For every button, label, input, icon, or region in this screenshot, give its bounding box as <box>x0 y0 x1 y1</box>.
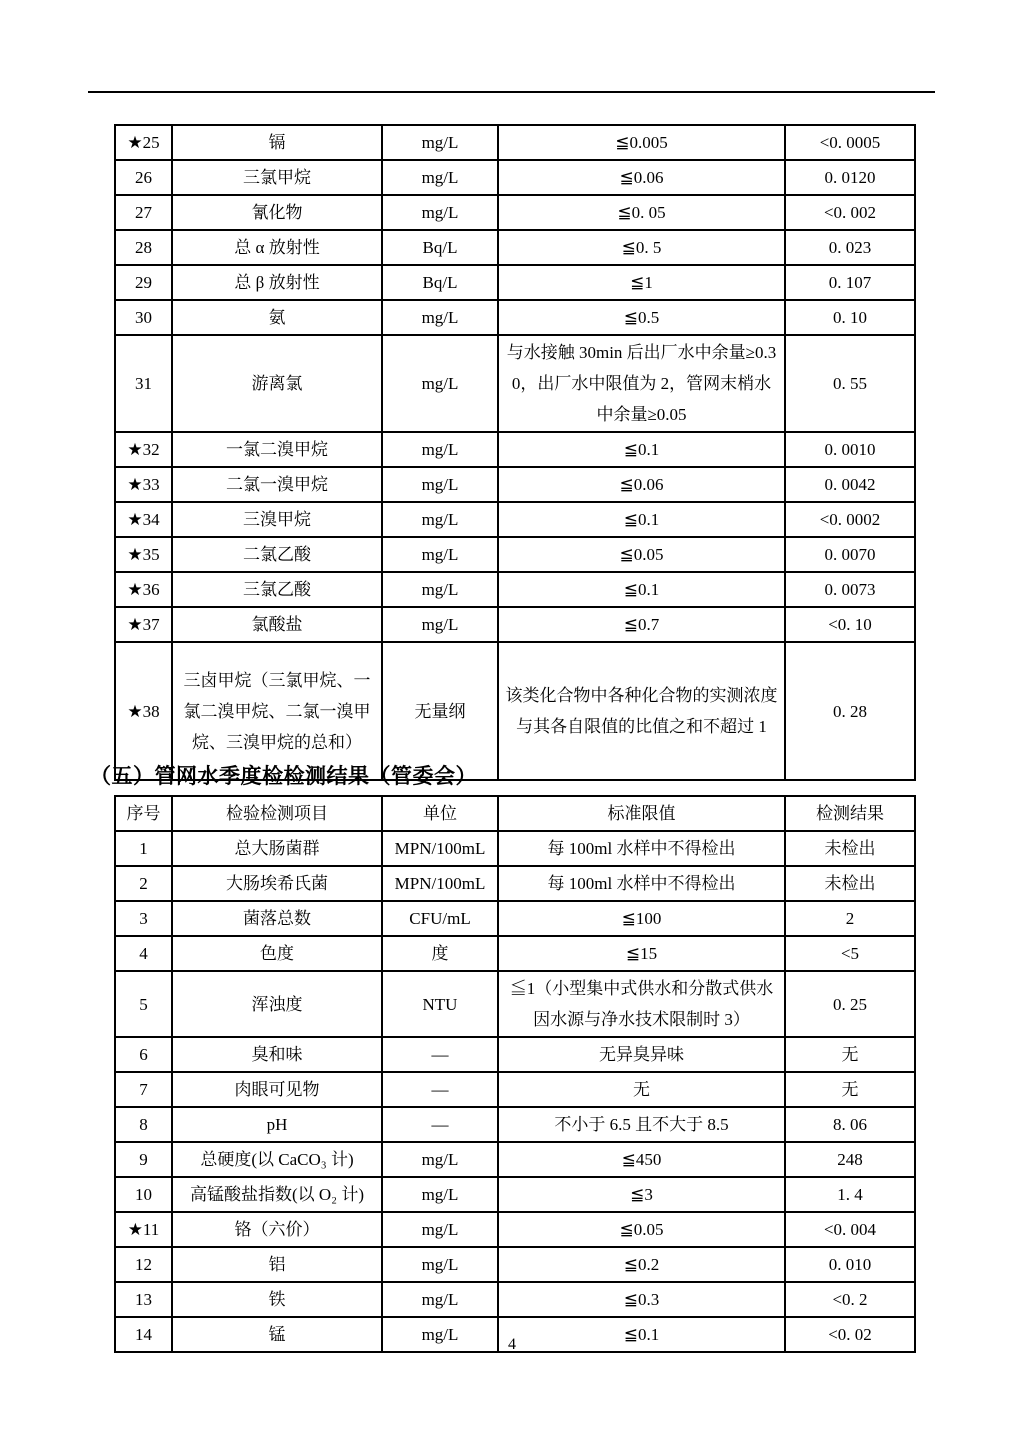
table-row <box>115 230 915 265</box>
header-unit: 单位 <box>382 796 498 831</box>
cell-test-item: 游离氯 <box>172 335 382 432</box>
cell-serial-number: ★36 <box>115 572 172 607</box>
cell-test-result: 无 <box>785 1037 915 1072</box>
table-row <box>115 1177 915 1212</box>
table-row <box>115 432 915 467</box>
cell-standard-limit: 该类化合物中各种化合物的实测浓度与其各自限值的比值之和不超过 1 <box>498 642 785 780</box>
cell-test-result: 0. 107 <box>785 265 915 300</box>
cell-test-result: <0. 002 <box>785 195 915 230</box>
cell-serial-number: ★35 <box>115 537 172 572</box>
cell-serial-number: 5 <box>115 971 172 1037</box>
cell-serial-number: 13 <box>115 1282 172 1317</box>
header-standard-limit: 标准限值 <box>498 796 785 831</box>
cell-unit: NTU <box>382 971 498 1037</box>
cell-standard-limit: ≦0.05 <box>498 1212 785 1247</box>
cell-test-result: <0. 0005 <box>785 125 915 160</box>
cell-unit: Bq/L <box>382 265 498 300</box>
cell-test-result: 0. 0073 <box>785 572 915 607</box>
cell-serial-number: 28 <box>115 230 172 265</box>
cell-standard-limit: ≦15 <box>498 936 785 971</box>
cell-standard-limit: ≦0.5 <box>498 300 785 335</box>
cell-serial-number: ★32 <box>115 432 172 467</box>
cell-test-item: 三卤甲烷（三氯甲烷、一氯二溴甲烷、二氯一溴甲烷、三溴甲烷的总和） <box>172 642 382 780</box>
cell-test-result: 0. 28 <box>785 642 915 780</box>
table-row <box>115 971 915 1037</box>
cell-standard-limit: 每 100ml 水样中不得检出 <box>498 831 785 866</box>
cell-test-item: 总 β 放射性 <box>172 265 382 300</box>
cell-test-item: 高锰酸盐指数(以 O₂ 计) <box>172 1177 382 1212</box>
cell-test-item: 三氯甲烷 <box>172 160 382 195</box>
cell-standard-limit: ≦0.1 <box>498 1317 785 1352</box>
cell-unit: mg/L <box>382 432 498 467</box>
cell-standard-limit: 每 100ml 水样中不得检出 <box>498 866 785 901</box>
cell-test-item: 总 α 放射性 <box>172 230 382 265</box>
cell-test-result: 0. 10 <box>785 300 915 335</box>
table-row <box>115 467 915 502</box>
cell-serial-number: ★11 <box>115 1212 172 1247</box>
table-row <box>115 572 915 607</box>
cell-serial-number: 7 <box>115 1072 172 1107</box>
cell-test-result: 0. 0120 <box>785 160 915 195</box>
table-row <box>115 300 915 335</box>
header-test-item: 检验检测项目 <box>172 796 382 831</box>
cell-test-result: <0. 0002 <box>785 502 915 537</box>
pipe-network-water-table <box>114 795 916 1353</box>
cell-test-result: 0. 0010 <box>785 432 915 467</box>
cell-unit: mg/L <box>382 125 498 160</box>
cell-standard-limit: 与水接触 30min 后出厂水中余量≥0.30，出厂水中限值为 2，管网末梢水中余量≥0.05 <box>498 335 785 432</box>
water-quality-table-continued <box>114 124 916 781</box>
cell-test-result: 无 <box>785 1072 915 1107</box>
cell-serial-number: 10 <box>115 1177 172 1212</box>
cell-unit: mg/L <box>382 195 498 230</box>
cell-standard-limit: ≦1（小型集中式供水和分散式供水因水源与净水技术限制时 3） <box>498 971 785 1037</box>
table-row <box>115 1142 915 1177</box>
cell-serial-number: 9 <box>115 1142 172 1177</box>
cell-unit: mg/L <box>382 1247 498 1282</box>
cell-serial-number: 2 <box>115 866 172 901</box>
cell-standard-limit: ≦0.05 <box>498 537 785 572</box>
cell-unit: mg/L <box>382 537 498 572</box>
cell-test-result: 0. 0070 <box>785 537 915 572</box>
cell-standard-limit: ≦0.1 <box>498 502 785 537</box>
cell-unit: Bq/L <box>382 230 498 265</box>
cell-unit: MPN/100mL <box>382 831 498 866</box>
cell-standard-limit: ≦0.06 <box>498 160 785 195</box>
table-row <box>115 1037 915 1072</box>
cell-test-item: 二氯乙酸 <box>172 537 382 572</box>
table-row <box>115 335 915 432</box>
cell-standard-limit: 不小于 6.5 且不大于 8.5 <box>498 1107 785 1142</box>
cell-standard-limit: ≦0.3 <box>498 1282 785 1317</box>
cell-test-item: pH <box>172 1107 382 1142</box>
cell-standard-limit: ≦0. 05 <box>498 195 785 230</box>
cell-standard-limit: ≦0.1 <box>498 432 785 467</box>
cell-serial-number: 31 <box>115 335 172 432</box>
cell-standard-limit: ≦1 <box>498 265 785 300</box>
cell-test-item: 镉 <box>172 125 382 160</box>
table-row <box>115 537 915 572</box>
table-row <box>115 125 915 160</box>
cell-unit: mg/L <box>382 1142 498 1177</box>
cell-test-item: 总硬度(以 CaCO₃ 计) <box>172 1142 382 1177</box>
cell-unit: mg/L <box>382 467 498 502</box>
cell-standard-limit: 无 <box>498 1072 785 1107</box>
cell-test-item: 大肠埃希氏菌 <box>172 866 382 901</box>
table2-header-row <box>115 796 915 831</box>
cell-unit: MPN/100mL <box>382 866 498 901</box>
cell-standard-limit: ≦450 <box>498 1142 785 1177</box>
cell-test-result: <0. 02 <box>785 1317 915 1352</box>
cell-unit: mg/L <box>382 1177 498 1212</box>
cell-standard-limit: ≦0.7 <box>498 607 785 642</box>
cell-test-item: 铁 <box>172 1282 382 1317</box>
cell-standard-limit: ≦0.2 <box>498 1247 785 1282</box>
table-row <box>115 1282 915 1317</box>
cell-test-result: 0. 010 <box>785 1247 915 1282</box>
table1-body <box>115 125 915 780</box>
table-row <box>115 1247 915 1282</box>
cell-serial-number: 27 <box>115 195 172 230</box>
cell-standard-limit: ≦0.06 <box>498 467 785 502</box>
cell-test-result: 0. 25 <box>785 971 915 1037</box>
page-number: 4 <box>508 1336 516 1353</box>
cell-test-result: 248 <box>785 1142 915 1177</box>
cell-unit: mg/L <box>382 1212 498 1247</box>
cell-serial-number: ★33 <box>115 467 172 502</box>
cell-unit: mg/L <box>382 300 498 335</box>
cell-serial-number: ★38 <box>115 642 172 780</box>
cell-test-result: 0. 023 <box>785 230 915 265</box>
cell-unit: 度 <box>382 936 498 971</box>
cell-unit: mg/L <box>382 502 498 537</box>
cell-serial-number: 12 <box>115 1247 172 1282</box>
cell-test-item: 锰 <box>172 1317 382 1352</box>
page-header-rule <box>88 91 935 93</box>
cell-serial-number: ★37 <box>115 607 172 642</box>
table-row <box>115 195 915 230</box>
table2-body <box>115 831 915 1352</box>
cell-standard-limit: ≦3 <box>498 1177 785 1212</box>
cell-serial-number: 30 <box>115 300 172 335</box>
cell-test-item: 臭和味 <box>172 1037 382 1072</box>
cell-test-result: 8. 06 <box>785 1107 915 1142</box>
cell-test-item: 氨 <box>172 300 382 335</box>
cell-unit: — <box>382 1072 498 1107</box>
section-heading: （五）管网水季度检检测结果（管委会） <box>90 764 477 788</box>
cell-test-item: 一氯二溴甲烷 <box>172 432 382 467</box>
cell-unit: mg/L <box>382 1317 498 1352</box>
cell-test-item: 三溴甲烷 <box>172 502 382 537</box>
cell-unit: mg/L <box>382 160 498 195</box>
cell-test-result: 1. 4 <box>785 1177 915 1212</box>
cell-test-item: 总大肠菌群 <box>172 831 382 866</box>
cell-test-item: 菌落总数 <box>172 901 382 936</box>
cell-test-result: 0. 55 <box>785 335 915 432</box>
cell-serial-number: ★34 <box>115 502 172 537</box>
cell-standard-limit: ≦100 <box>498 901 785 936</box>
cell-test-item: 铬（六价） <box>172 1212 382 1247</box>
cell-test-result: 未检出 <box>785 831 915 866</box>
table-row <box>115 1072 915 1107</box>
cell-test-item: 浑浊度 <box>172 971 382 1037</box>
header-serial-number: 序号 <box>115 796 172 831</box>
cell-test-item: 色度 <box>172 936 382 971</box>
cell-test-item: 铝 <box>172 1247 382 1282</box>
table-row <box>115 901 915 936</box>
cell-standard-limit: ≦0.005 <box>498 125 785 160</box>
table-row <box>115 936 915 971</box>
cell-serial-number: 1 <box>115 831 172 866</box>
table-row <box>115 502 915 537</box>
cell-test-result: <0. 2 <box>785 1282 915 1317</box>
cell-serial-number: ★25 <box>115 125 172 160</box>
cell-test-result: 2 <box>785 901 915 936</box>
cell-test-item: 二氯一溴甲烷 <box>172 467 382 502</box>
cell-serial-number: 6 <box>115 1037 172 1072</box>
cell-unit: 无量纲 <box>382 642 498 780</box>
cell-test-item: 肉眼可见物 <box>172 1072 382 1107</box>
cell-unit: mg/L <box>382 607 498 642</box>
table-row <box>115 831 915 866</box>
cell-unit: mg/L <box>382 572 498 607</box>
cell-standard-limit: ≦0.1 <box>498 572 785 607</box>
cell-test-result: <0. 10 <box>785 607 915 642</box>
table-row <box>115 607 915 642</box>
cell-test-item: 氰化物 <box>172 195 382 230</box>
table-row <box>115 1212 915 1247</box>
cell-test-item: 氯酸盐 <box>172 607 382 642</box>
cell-serial-number: 3 <box>115 901 172 936</box>
cell-unit: mg/L <box>382 335 498 432</box>
cell-test-result: 0. 0042 <box>785 467 915 502</box>
cell-test-result: <5 <box>785 936 915 971</box>
cell-serial-number: 14 <box>115 1317 172 1352</box>
cell-standard-limit: 无异臭异味 <box>498 1037 785 1072</box>
cell-unit: — <box>382 1037 498 1072</box>
cell-unit: mg/L <box>382 1282 498 1317</box>
cell-serial-number: 4 <box>115 936 172 971</box>
cell-test-item: 三氯乙酸 <box>172 572 382 607</box>
cell-serial-number: 29 <box>115 265 172 300</box>
cell-serial-number: 26 <box>115 160 172 195</box>
header-test-result: 检测结果 <box>785 796 915 831</box>
cell-unit: — <box>382 1107 498 1142</box>
table-row <box>115 1107 915 1142</box>
table-row <box>115 866 915 901</box>
cell-serial-number: 8 <box>115 1107 172 1142</box>
cell-standard-limit: ≦0. 5 <box>498 230 785 265</box>
cell-unit: CFU/mL <box>382 901 498 936</box>
cell-test-result: 未检出 <box>785 866 915 901</box>
table-row <box>115 160 915 195</box>
table-row <box>115 265 915 300</box>
cell-test-result: <0. 004 <box>785 1212 915 1247</box>
